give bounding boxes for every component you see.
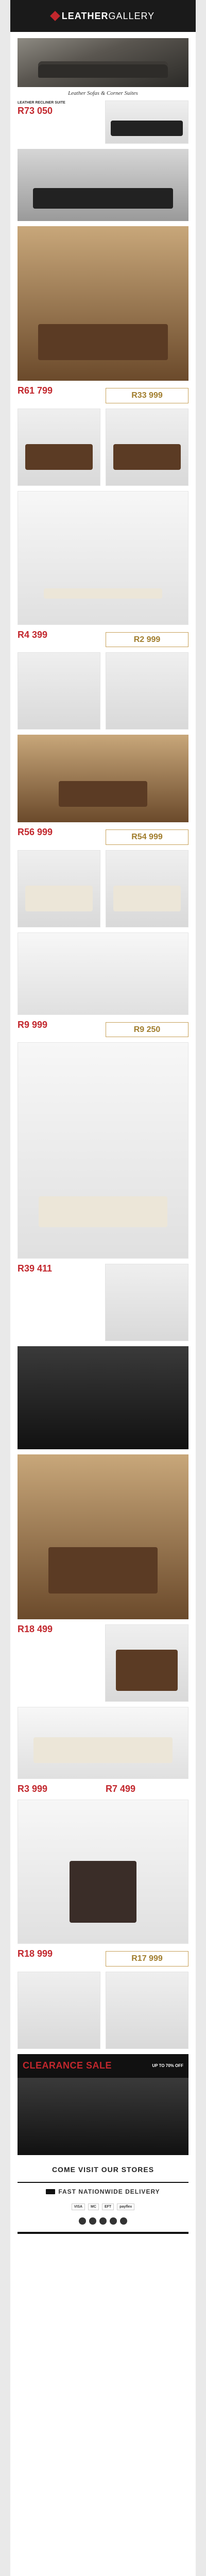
- product-image[interactable]: [106, 409, 188, 486]
- sofa-shape: [111, 121, 183, 136]
- pinterest-icon[interactable]: [99, 2217, 107, 2225]
- product-image[interactable]: [105, 1624, 188, 1702]
- product-image[interactable]: [106, 1972, 188, 2049]
- lifestyle-image[interactable]: [18, 1042, 188, 1259]
- product-row[interactable]: [10, 630, 196, 653]
- logo-icon: [50, 11, 60, 21]
- lifestyle-image[interactable]: [18, 149, 188, 221]
- product-image[interactable]: [18, 850, 100, 927]
- payment-badge: MC: [88, 2204, 99, 2210]
- product-label: LEATHER RECLINER SUITE: [18, 101, 65, 105]
- product-price: R18 999: [18, 1948, 53, 1959]
- product-price: R7 499: [106, 1784, 136, 1794]
- product-row[interactable]: [10, 1784, 196, 1800]
- clearance-image[interactable]: [18, 2078, 188, 2155]
- product-row[interactable]: [10, 1972, 196, 2054]
- product-price: R73 050: [18, 105, 53, 116]
- hero-caption: Leather Sofas & Corner Suites: [68, 90, 138, 96]
- product-row[interactable]: [10, 386, 196, 409]
- clearance-title: CLEARANCE SALE: [23, 2060, 112, 2071]
- product-text: [18, 100, 100, 144]
- price-box: [106, 1022, 188, 1038]
- payment-badge: VISA: [72, 2204, 85, 2210]
- product-row[interactable]: [10, 1949, 196, 1972]
- twitter-icon[interactable]: [110, 2217, 117, 2225]
- product-text: [18, 827, 100, 845]
- product-price: R54 999: [131, 833, 163, 842]
- product-price: R2 999: [133, 635, 161, 644]
- lifestyle-image[interactable]: [18, 226, 188, 381]
- product-text: [18, 1624, 100, 1702]
- instagram-icon[interactable]: [89, 2217, 96, 2225]
- facebook-icon[interactable]: [79, 2217, 86, 2225]
- product-price: R33 999: [131, 391, 163, 400]
- clearance-banner[interactable]: [18, 2054, 188, 2078]
- product-text: [106, 1784, 188, 1794]
- product-image[interactable]: [105, 100, 188, 144]
- product-image[interactable]: [18, 1972, 100, 2049]
- lifestyle-image[interactable]: [18, 1707, 188, 1779]
- product-price: R9 250: [133, 1025, 161, 1034]
- product-row[interactable]: [10, 100, 196, 149]
- product-price: R39 411: [18, 1263, 53, 1274]
- product-text: [18, 1264, 100, 1341]
- price-box: [106, 1951, 188, 1967]
- payment-badge: EFT: [102, 2204, 114, 2210]
- product-price: R61 799: [18, 385, 53, 396]
- product-row[interactable]: [10, 409, 196, 491]
- product-text: [106, 386, 188, 403]
- product-price: R17 999: [131, 1954, 163, 1963]
- price-box: [106, 829, 188, 845]
- lifestyle-image[interactable]: [18, 933, 188, 1015]
- product-row[interactable]: [10, 1624, 196, 1707]
- product-row[interactable]: [10, 1264, 196, 1346]
- lifestyle-image[interactable]: [18, 735, 188, 822]
- product-image[interactable]: [18, 652, 100, 730]
- product-price: R4 399: [18, 629, 48, 640]
- lifestyle-image[interactable]: [18, 1454, 188, 1619]
- product-text: [18, 1949, 100, 1967]
- product-image[interactable]: [18, 409, 100, 486]
- truck-icon: [46, 2189, 55, 2194]
- product-text: [106, 1020, 188, 1038]
- product-text: [106, 827, 188, 845]
- lifestyle-image[interactable]: [18, 1346, 188, 1449]
- product-price: R9 999: [18, 1019, 48, 1030]
- stores-title: COME VISIT OUR STORES: [52, 2165, 154, 2174]
- delivery-text: FAST NATIONWIDE DELIVERY: [58, 2188, 160, 2195]
- logo: LEATHERGALLERY: [61, 10, 155, 21]
- product-text: [18, 1784, 100, 1794]
- sofa-shape: [38, 61, 168, 78]
- footer-bar: [18, 2232, 188, 2234]
- email-body: [10, 0, 196, 2576]
- price-box: [106, 632, 188, 648]
- product-text: [18, 386, 100, 403]
- product-image[interactable]: [106, 850, 188, 927]
- product-row[interactable]: [10, 850, 196, 933]
- product-row[interactable]: [10, 1020, 196, 1043]
- product-text: [106, 630, 188, 648]
- delivery-strip: [18, 2182, 188, 2200]
- product-price: R18 499: [18, 1624, 53, 1635]
- product-text: [18, 1020, 100, 1038]
- product-row[interactable]: [10, 652, 196, 735]
- clearance-side: UP TO 70% OFF: [152, 2063, 183, 2069]
- product-row[interactable]: [10, 827, 196, 850]
- payment-row: [10, 2200, 196, 2213]
- product-image[interactable]: [106, 652, 188, 730]
- hero-image[interactable]: [18, 38, 188, 87]
- product-image[interactable]: [105, 1264, 188, 1341]
- lifestyle-image[interactable]: [18, 1800, 188, 1944]
- social-row: [10, 2213, 196, 2229]
- product-text: [18, 630, 100, 648]
- payment-badge: payflex: [117, 2204, 134, 2210]
- product-price: R3 999: [18, 1784, 48, 1794]
- header[interactable]: [10, 0, 196, 32]
- lifestyle-image[interactable]: [18, 491, 188, 625]
- product-text: [106, 1949, 188, 1967]
- youtube-icon[interactable]: [120, 2217, 127, 2225]
- product-price: R56 999: [18, 827, 53, 838]
- price-box: [106, 388, 188, 403]
